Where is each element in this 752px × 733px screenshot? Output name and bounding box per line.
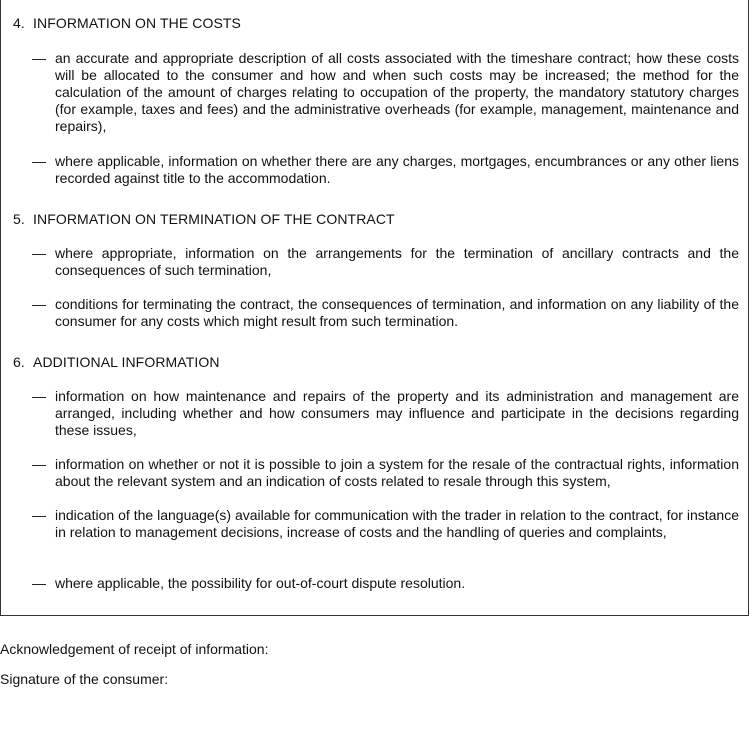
em-dash-bullet: —	[32, 575, 46, 591]
list-item-text: information on how maintenance and repairs of the property and its administration and management are arranged, including whether and how consumers may influence and participate in the decisions regarding these issues,	[55, 388, 739, 438]
section-number: 4.	[13, 15, 25, 31]
section-title: ADDITIONAL INFORMATION	[33, 354, 220, 370]
list-item-text: conditions for terminating the contract, the consequences of termination, and information on any liability of the consumer for any costs which might result from such termination.	[55, 296, 739, 329]
section-heading-termination	[13, 211, 395, 228]
em-dash-bullet: —	[32, 296, 46, 312]
list-item-text: information on whether or not it is possible to join a system for the resale of the contractual rights, information about the relevant system and an indication of costs related to resale through this system,	[55, 456, 739, 489]
list-item-text: indication of the language(s) available for communication with the trader in relation to the contract, for instance in relation to management decisions, increase of costs and the handling of queries and complaints,	[55, 507, 739, 540]
list-item-text: where applicable, information on whether there are any charges, mortgages, encumbrances or any other liens recorded against title to the accommodation.	[55, 153, 739, 186]
em-dash-bullet: —	[32, 456, 46, 472]
section-number: 5.	[13, 211, 25, 227]
list-item-text: an accurate and appropriate description of all costs associated with the timeshare contract; how these costs will be allocated to the consumer and how and when such costs may be increased; the method for the calculation of the amount of charges relating to occupation of the property, the mandatory statutory charges (for example, taxes and fees) and the administrative overheads (for example, management, maintenance and repairs),	[55, 50, 739, 134]
em-dash-bullet: —	[32, 153, 46, 169]
acknowledgement-line: Acknowledgement of receipt of information:	[0, 641, 269, 657]
em-dash-bullet: —	[32, 50, 46, 66]
section-title: INFORMATION ON THE COSTS	[33, 15, 241, 31]
list-item-text: where appropriate, information on the arrangements for the termination of ancillary contracts and the consequences of such termination,	[55, 245, 739, 278]
em-dash-bullet: —	[32, 245, 46, 261]
list-item-text: where applicable, the possibility for out-of-court dispute resolution.	[55, 575, 466, 591]
signature-line: Signature of the consumer:	[0, 671, 169, 687]
em-dash-bullet: —	[32, 507, 46, 523]
section-heading-costs	[13, 15, 241, 32]
section-heading-additional	[13, 354, 220, 371]
em-dash-bullet: —	[32, 388, 46, 404]
section-number: 6.	[13, 354, 25, 370]
section-title: INFORMATION ON TERMINATION OF THE CONTRACT	[33, 211, 395, 227]
